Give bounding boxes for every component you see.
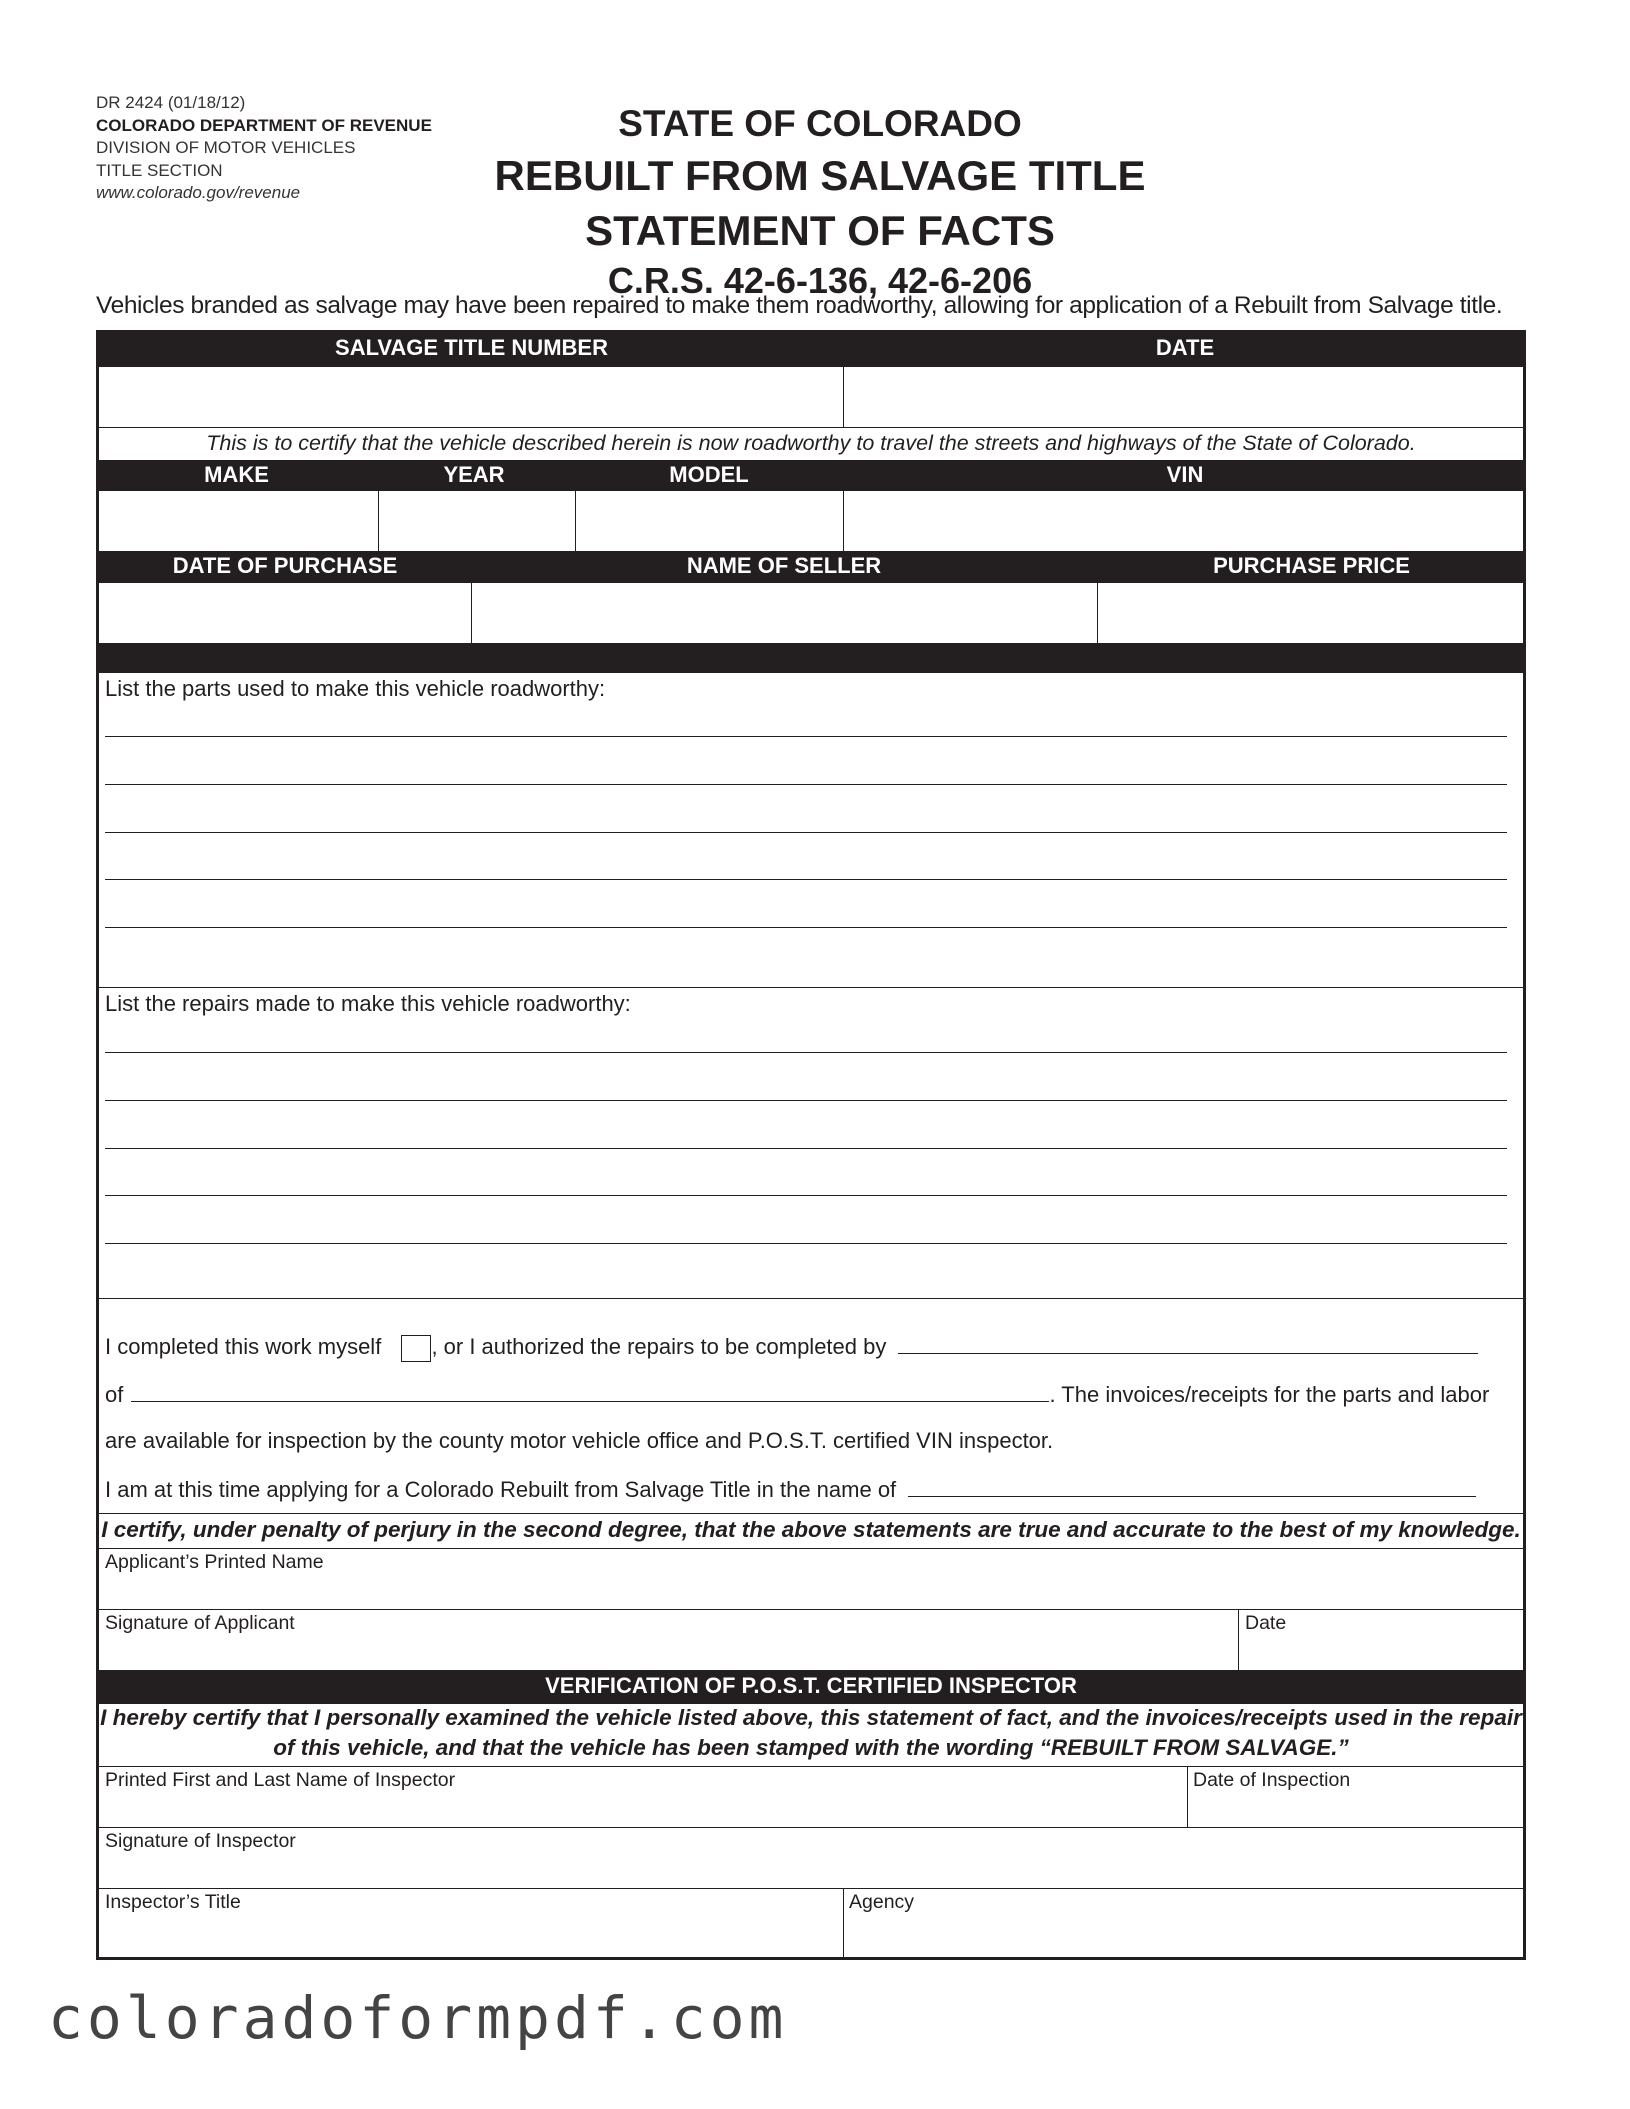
vin-field[interactable] [845, 491, 1525, 551]
title-rebuilt: REBUILT FROM SALVAGE TITLE [494, 152, 1146, 199]
applicant-date-label: Date [1245, 1612, 1287, 1634]
verification-bar [99, 1670, 1523, 1704]
purchase-price-field[interactable] [1099, 583, 1525, 643]
applying-text: I am at this time applying for a Colorado Rebuilt from Salvage Title in the name of [105, 1477, 897, 1502]
divider [99, 987, 1523, 988]
divider [99, 1298, 1523, 1299]
divider [1187, 1766, 1188, 1827]
make-field[interactable] [99, 491, 378, 551]
applicant-signature-label: Signature of Applicant [105, 1612, 295, 1634]
divider [99, 1513, 1523, 1514]
certify-roadworthy-text: This is to certify that the vehicle described herein is now roadworthy to travel the streets and highways of the State of Colorado. [206, 431, 1416, 455]
completed-myself-text: I completed this work myself [105, 1334, 382, 1359]
make-label: MAKE [204, 462, 269, 487]
answer-line [105, 736, 1507, 737]
section-name: TITLE SECTION [96, 160, 223, 180]
inspector-signature-field[interactable] [99, 1828, 1523, 1888]
inspector-cert-line1: I hereby certify that I personally examined the vehicle listed above, this statement of fact, and the invoices/receipts used in the repair [100, 1705, 1522, 1730]
inspector-cert-line2: of this vehicle, and that the vehicle has been stamped with the wording “REBUILT FROM SALVAGE.” [273, 1735, 1349, 1760]
answer-line [105, 1195, 1507, 1196]
verification-header: VERIFICATION OF P.O.S.T. CERTIFIED INSPECTOR [545, 1673, 1077, 1698]
salvage-title-number-field[interactable] [99, 367, 843, 427]
applicant-printed-name-field[interactable] [99, 1549, 1523, 1609]
answer-line [105, 1052, 1507, 1053]
title-statement: STATEMENT OF FACTS [585, 207, 1055, 254]
name-of-seller-field[interactable] [473, 583, 1097, 643]
completed-myself-checkbox[interactable] [401, 1335, 431, 1362]
parts-field[interactable] [99, 703, 1523, 988]
inspector-title-field[interactable] [99, 1889, 843, 1957]
model-field[interactable] [577, 491, 843, 551]
divider [843, 491, 844, 551]
applicant-signature-field[interactable] [99, 1610, 1237, 1670]
repairer-address-field[interactable] [131, 1381, 1049, 1402]
applicant-date-field[interactable] [1240, 1610, 1523, 1670]
form-number: DR 2424 (01/18/12) [96, 93, 246, 112]
inspector-title-label: Inspector’s Title [105, 1891, 241, 1913]
date-of-purchase-field[interactable] [99, 583, 471, 643]
title-state: STATE OF COLORADO [618, 103, 1022, 144]
department-name: COLORADO DEPARTMENT OF REVENUE [96, 115, 432, 135]
form-box [96, 330, 1526, 1960]
completed-line [105, 1333, 1478, 1362]
website: www.colorado.gov/revenue [96, 183, 301, 202]
repairs-label: List the repairs made to make this vehicle roadworthy: [105, 991, 631, 1016]
perjury-statement: I certify, under penalty of perjury in the second degree, that the above statements are true and accurate to the best of my knowledge. [101, 1517, 1521, 1542]
header-bar-purchase [99, 551, 1523, 583]
divider [471, 583, 472, 643]
date-field[interactable] [845, 367, 1525, 427]
inspector-printed-name-label: Printed First and Last Name of Inspector [105, 1769, 456, 1791]
applying-line [105, 1476, 1476, 1503]
date-of-inspection-label: Date of Inspection [1193, 1769, 1351, 1791]
of-text: of [105, 1382, 124, 1407]
answer-line [105, 1100, 1507, 1101]
answer-line [105, 927, 1507, 928]
divider [378, 491, 379, 551]
vin-label: VIN [1166, 462, 1204, 487]
date-label: DATE [1155, 335, 1215, 360]
date-of-purchase-label: DATE OF PURCHASE [172, 553, 398, 578]
date-of-inspection-field[interactable] [1189, 1767, 1523, 1827]
divider [1097, 583, 1098, 643]
header-bar-title [99, 333, 1523, 367]
year-field[interactable] [380, 491, 575, 551]
divider [843, 1888, 844, 1960]
purchase-price-label: PURCHASE PRICE [1213, 553, 1410, 578]
salvage-title-number-label: SALVAGE TITLE NUMBER [335, 335, 608, 360]
agency-label: Agency [849, 1891, 915, 1913]
answer-line [105, 1243, 1507, 1244]
of-line [105, 1381, 1489, 1408]
repairs-field[interactable] [99, 1018, 1523, 1298]
repairer-name-field[interactable] [898, 1333, 1478, 1354]
separator-bar [99, 643, 1523, 673]
applicant-printed-name-label: Applicant’s Printed Name [105, 1551, 324, 1573]
divider [1238, 1609, 1239, 1670]
authorized-text: , or I authorized the repairs to be completed by [431, 1334, 887, 1359]
agency-field[interactable] [845, 1889, 1523, 1957]
invoices-text: . The invoices/receipts for the parts and labor [1049, 1382, 1490, 1407]
applicant-name-on-title-field[interactable] [908, 1476, 1476, 1497]
model-label: MODEL [669, 462, 749, 487]
form-title [470, 100, 1170, 304]
agency-block [96, 92, 432, 205]
watermark: coloradoformpdf.com [48, 1984, 788, 2052]
answer-line [105, 879, 1507, 880]
divider [99, 427, 1523, 428]
inspector-printed-name-field[interactable] [99, 1767, 1186, 1827]
header-bar-vehicle [99, 460, 1523, 491]
intro-text: Vehicles branded as salvage may have been repaired to make them roadworthy, allowing for application of a Rebuilt from Salvage title. [96, 292, 1503, 319]
available-text: are available for inspection by the county motor vehicle office and P.O.S.T. certified VIN inspector. [105, 1428, 1054, 1453]
answer-line [105, 1148, 1507, 1149]
parts-label: List the parts used to make this vehicle roadworthy: [105, 676, 606, 701]
divider [843, 367, 844, 427]
inspector-signature-label: Signature of Inspector [105, 1830, 296, 1852]
answer-line [105, 832, 1507, 833]
title-statute: C.R.S. 42-6-136, 42-6-206 [607, 260, 1033, 301]
division-name: DIVISION OF MOTOR VEHICLES [96, 138, 356, 157]
divider [575, 491, 576, 551]
name-of-seller-label: NAME OF SELLER [686, 553, 882, 578]
year-label: YEAR [443, 462, 505, 487]
answer-line [105, 784, 1507, 785]
